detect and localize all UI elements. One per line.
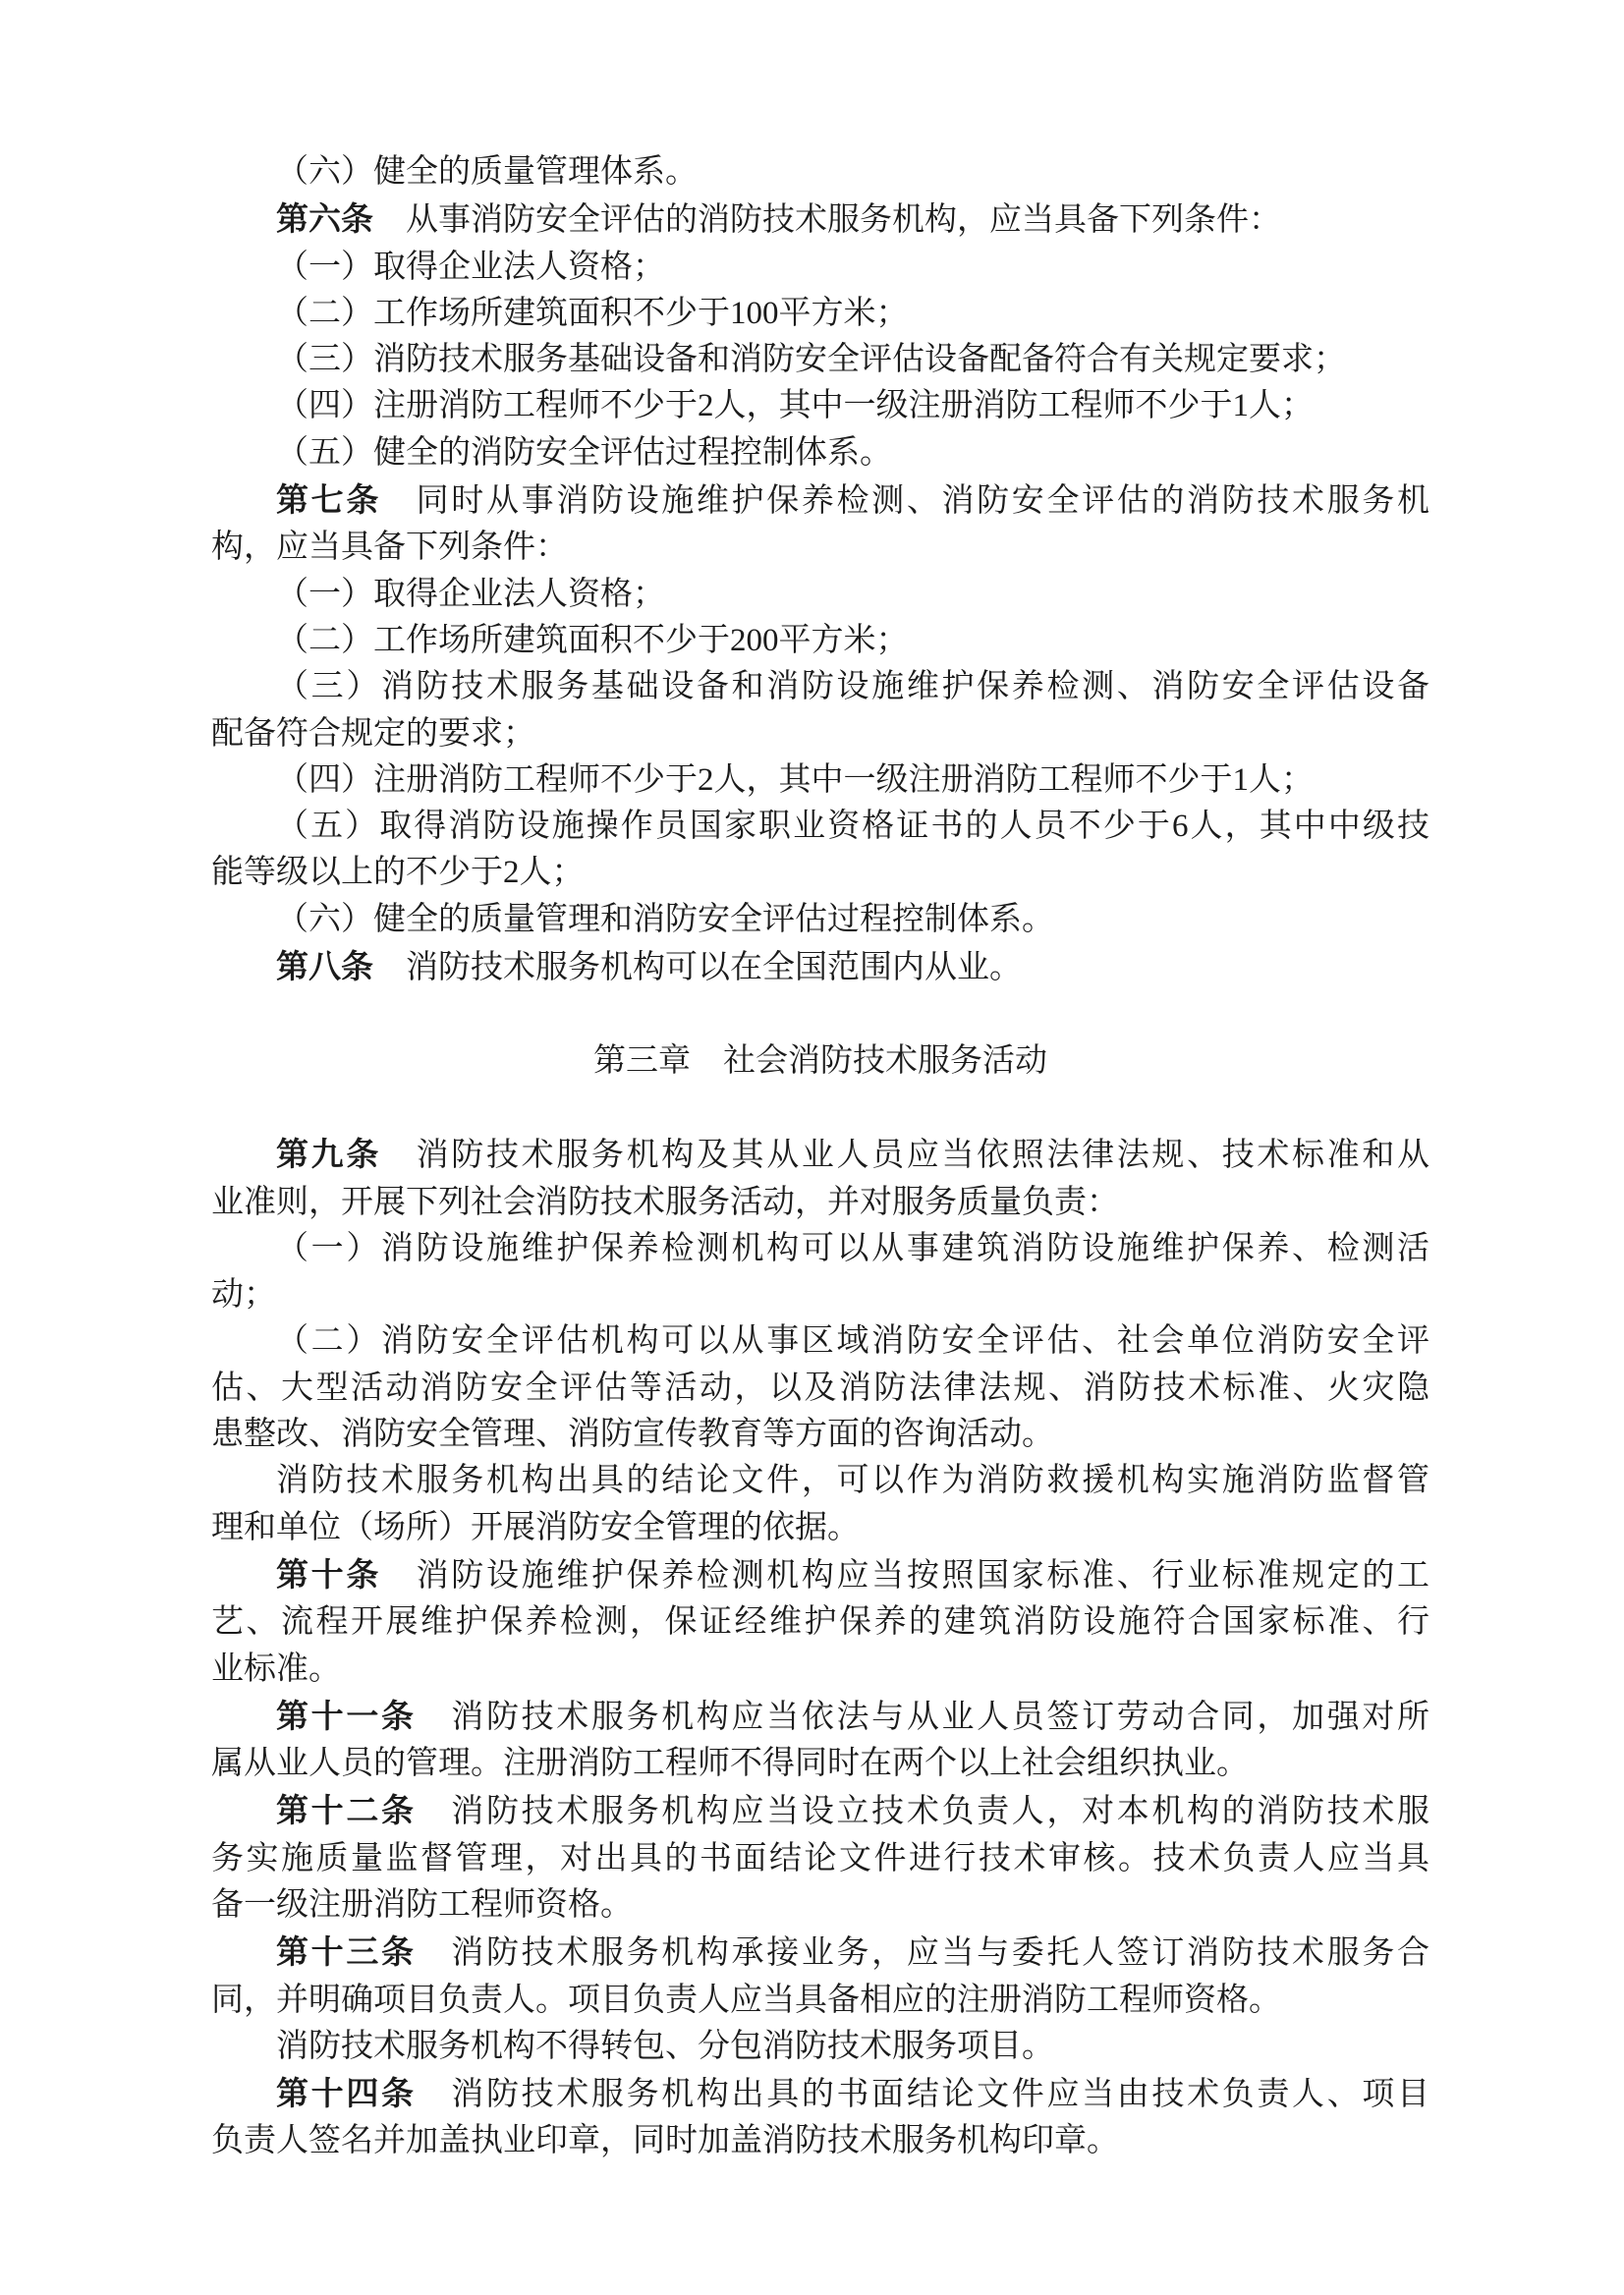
line-text: 同时从事消防设施维护保养检测、消防安全评估的消防技术服务机 [380, 483, 1429, 520]
text-line [211, 525, 1429, 571]
line-text: 业标准。 [211, 1651, 341, 1687]
text-line [211, 1787, 1429, 1835]
text-line [211, 1272, 1429, 1318]
text-line [211, 149, 1429, 196]
line-text: 估、大型活动消防安全评估等活动，以及消防法律法规、消防技术标准、火灾隐 [211, 1370, 1429, 1406]
text-line [211, 1318, 1429, 1365]
line-text: 配备符合规定的要求； [211, 715, 535, 752]
text-line [211, 1929, 1429, 1977]
text-line [211, 337, 1429, 383]
text-line [211, 943, 1429, 991]
line-text: 消防技术服务机构出具的结论文件，可以作为消防救援机构实施消防监督管 [276, 1463, 1429, 1499]
text-line [211, 711, 1429, 757]
text-line [211, 1599, 1429, 1646]
text-line [211, 804, 1429, 850]
article-number-label: 第十二条 [276, 1792, 417, 1829]
line-text: 消防技术服务机构可以在全国范围内从业。 [373, 950, 1022, 986]
text-line [211, 1412, 1429, 1458]
text-line [211, 1366, 1429, 1412]
text-line [211, 196, 1429, 244]
line-text: 动； [211, 1277, 276, 1314]
line-text: 消防技术服务机构应当设立技术负责人，对本机构的消防技术服 [416, 1794, 1429, 1830]
line-text: 消防技术服务机构不得转包、分包消防技术服务项目。 [276, 2028, 1054, 2064]
text-line [211, 572, 1429, 618]
line-text: 构，应当具备下列条件： [211, 530, 568, 566]
chapter-heading-text: 第三章 社会消防技术服务活动 [593, 1042, 1047, 1079]
line-text: 患整改、消防安全管理、消防宣传教育等方面的咨询活动。 [211, 1417, 1054, 1453]
line-text: 消防技术服务机构应当依法与从业人员签订劳动合同，加强对所 [416, 1699, 1429, 1735]
line-text: 消防设施维护保养检测机构应当按照国家标准、行业标准规定的工 [380, 1557, 1429, 1594]
article-number-label: 第十一条 [276, 1697, 417, 1734]
article-number-label: 第十四条 [276, 2075, 417, 2112]
text-line [211, 2118, 1429, 2164]
line-text: （六）健全的质量管理和消防安全评估过程控制体系。 [276, 901, 1054, 937]
line-text: 务实施质量监督管理，对出具的书面结论文件进行技术审核。技术负责人应当具 [211, 1840, 1429, 1876]
line-text: 备一级注册消防工程师资格。 [211, 1886, 633, 1923]
text-line [211, 1551, 1429, 1599]
text-line [211, 1505, 1429, 1551]
chapter-heading [211, 1038, 1429, 1085]
line-text: （一）取得企业法人资格； [276, 249, 665, 285]
line-text: （二）工作场所建筑面积不少于100平方米； [276, 295, 909, 331]
text-line [211, 291, 1429, 337]
line-text: （二）工作场所建筑面积不少于200平方米； [276, 622, 909, 658]
text-line [211, 850, 1429, 896]
line-text: 负责人签名并加盖执业印章，同时加盖消防技术服务机构印章。 [211, 2123, 1119, 2159]
text-line [211, 430, 1429, 476]
line-text: （四）注册消防工程师不少于2人，其中一级注册消防工程师不少于1人； [276, 388, 1314, 424]
article-number-label: 第七条 [276, 481, 381, 519]
text-line [211, 618, 1429, 664]
line-text: 同，并明确项目负责人。项目负责人应当具备相应的注册消防工程师资格。 [211, 1982, 1281, 2018]
line-text: （六）健全的质量管理体系。 [276, 154, 698, 190]
line-text: 艺、流程开展维护保养检测，保证经维护保养的建筑消防设施符合国家标准、行 [211, 1604, 1429, 1641]
line-text: 业准则，开展下列社会消防技术服务活动，并对服务质量负责： [211, 1184, 1119, 1220]
line-text: 消防技术服务机构出具的书面结论文件应当由技术负责人、项目 [416, 2077, 1429, 2113]
line-text: （三）消防技术服务基础设备和消防设施维护保养检测、消防安全评估设备 [276, 669, 1429, 705]
text-line [211, 1836, 1429, 1882]
text-line [211, 1647, 1429, 1693]
text-line [211, 897, 1429, 943]
text-block [211, 149, 1429, 2165]
line-text: （二）消防安全评估机构可以从事区域消防安全评估、社会单位消防安全评 [276, 1323, 1429, 1360]
text-line [211, 1978, 1429, 2024]
text-line [211, 1131, 1429, 1179]
text-line [211, 383, 1429, 429]
text-line [211, 1882, 1429, 1929]
text-line [211, 476, 1429, 525]
text-line [211, 2024, 1429, 2070]
text-line [211, 1458, 1429, 1504]
line-text: 从事消防安全评估的消防技术服务机构，应当具备下列条件： [373, 202, 1281, 239]
article-number-label: 第八条 [276, 948, 373, 985]
line-text: 能等级以上的不少于2人； [211, 855, 585, 891]
text-line [211, 757, 1429, 804]
line-text: 消防技术服务机构承接业务，应当与委托人签订消防技术服务合 [416, 1935, 1429, 1972]
line-text: 消防技术服务机构及其从业人员应当依照法律法规、技术标准和从 [380, 1138, 1429, 1174]
article-number-label: 第十三条 [276, 1933, 417, 1971]
text-line [211, 664, 1429, 710]
text-line [211, 245, 1429, 291]
line-text: （三）消防技术服务基础设备和消防安全评估设备配备符合有关规定要求； [276, 342, 1346, 378]
line-text: 属从业人员的管理。注册消防工程师不得同时在两个以上社会组织执业。 [211, 1746, 1249, 1782]
article-number-label: 第六条 [276, 200, 373, 238]
text-line [211, 1741, 1429, 1787]
text-line [211, 1180, 1429, 1226]
text-line [211, 1226, 1429, 1272]
line-text: （五）健全的消防安全评估过程控制体系。 [276, 434, 892, 471]
article-number-label: 第十条 [276, 1555, 381, 1593]
line-text: （一）取得企业法人资格； [276, 576, 665, 612]
line-text: （一）消防设施维护保养检测机构可以从事建筑消防设施维护保养、检测活 [276, 1230, 1429, 1266]
line-text: （五）取得消防设施操作员国家职业资格证书的人员不少于6人，其中中级技 [276, 809, 1429, 845]
line-text: （四）注册消防工程师不少于2人，其中一级注册消防工程师不少于1人； [276, 761, 1314, 798]
line-text: 理和单位（场所）开展消防安全管理的依据。 [211, 1509, 860, 1545]
article-number-label: 第九条 [276, 1136, 381, 1173]
text-line [211, 1693, 1429, 1741]
text-line [211, 2070, 1429, 2118]
